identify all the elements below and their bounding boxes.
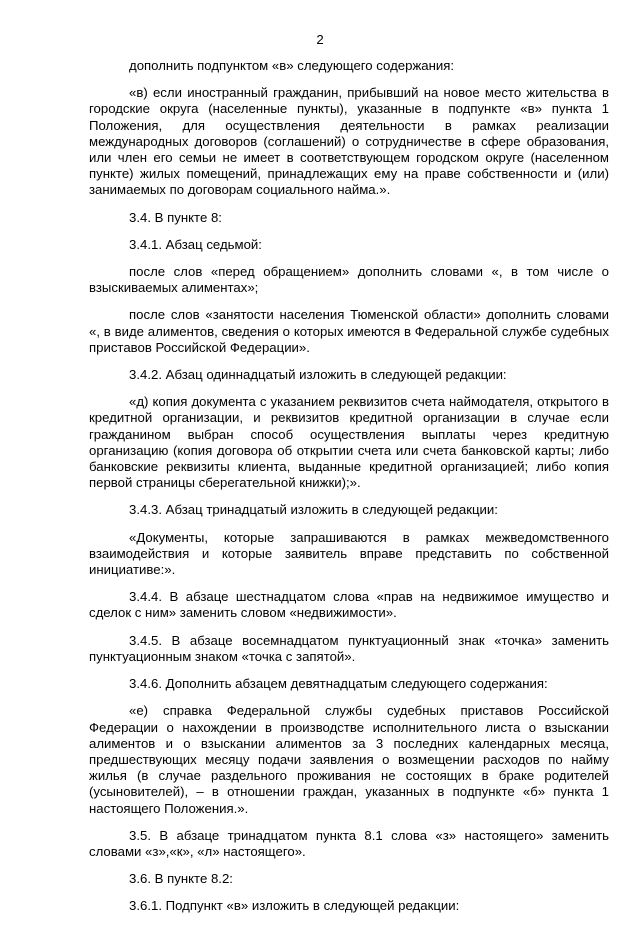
paragraph: 3.4.5. В абзаце восемнадцатом пунктуационный знак «точка» заменить пунктуационным знаком «точка с запятой».: [89, 632, 609, 664]
paragraph: 3.4.3. Абзац тринадцатый изложить в следующей редакции:: [129, 502, 498, 518]
paragraph: «д) копия документа с указанием реквизитов счета наймодателя, открытого в кредитной организации, и реквизитов кредитной организации в случае если гражданином выбран способ осуществления выплаты через кредитную организацию (копия договора об открытии счета или счета банковской карты; либо банковские реквизиты клиента, выданные кредитной организацией; либо копия первой страницы сберегательной книжки);».: [89, 394, 609, 491]
paragraph: 3.6. В пункте 8.2:: [129, 871, 233, 887]
paragraph: 3.4. В пункте 8:: [129, 209, 222, 225]
paragraph: 3.4.6. Дополнить абзацем девятнадцатым следующего содержания:: [129, 676, 548, 692]
paragraph: «в) если иностранный гражданин, прибывший на новое место жительства в городские округа (населенные пункты), указанные в подпункте «в» пункта 1 Положения, для осуществления деятельности в рамках реализации международных договоров (соглашений) о сотрудничестве в сфере образования, или член его семьи не имеет в соответствующем городском округе (населенном пункте) жилых помещений, принадлежащих ему на праве собственности и (или) занимаемых по договорам социального найма.».: [89, 85, 609, 198]
paragraph: «Документы, которые запрашиваются в рамках межведомственного взаимодействия и которые заявитель вправе представить по собственной инициативе:».: [89, 529, 609, 578]
paragraph: после слов «перед обращением» дополнить словами «, в том числе о взыскиваемых алиментах»;: [89, 264, 609, 296]
paragraph: 3.6.1. Подпункт «в» изложить в следующей редакции:: [129, 898, 460, 914]
document-body: [89, 58, 609, 926]
paragraph: дополнить подпунктом «в» следующего содержания:: [129, 58, 455, 73]
paragraph: 3.4.4. В абзаце шестнадцатом слова «прав на недвижимое имущество и сделок с ним» заменить словом «недвижимости».: [89, 589, 609, 621]
paragraph: «е) справка Федеральной службы судебных приставов Российской Федерации о нахождении в производстве исполнительного листа о взыскании алиментов и о взыскании алиментов за 3 последних календарных месяца, предшествующих месяцу подачи заявления о возмещении расходов по найму жилья (в случае раздельного проживания не состоящих в браке родителей (усыновителей), – в отношении граждан, указанных в подпункте «б» пункта 1 настоящего Положения.».: [89, 703, 609, 816]
paragraph: 3.5. В абзаце тринадцатом пункта 8.1 слова «з» настоящего» заменить словами «з»,«к», «л» настоящего».: [89, 827, 609, 859]
paragraph: 3.4.1. Абзац седьмой:: [129, 236, 262, 252]
page-number: 2: [316, 32, 324, 47]
paragraph: после слов «занятости населения Тюменской области» дополнить словами «, в виде алиментов, сведения о которых имеются в Федеральной службе судебных приставов Российской Федерации».: [89, 307, 609, 355]
paragraph: 3.4.2. Абзац одиннадцатый изложить в следующей редакции:: [129, 367, 507, 383]
